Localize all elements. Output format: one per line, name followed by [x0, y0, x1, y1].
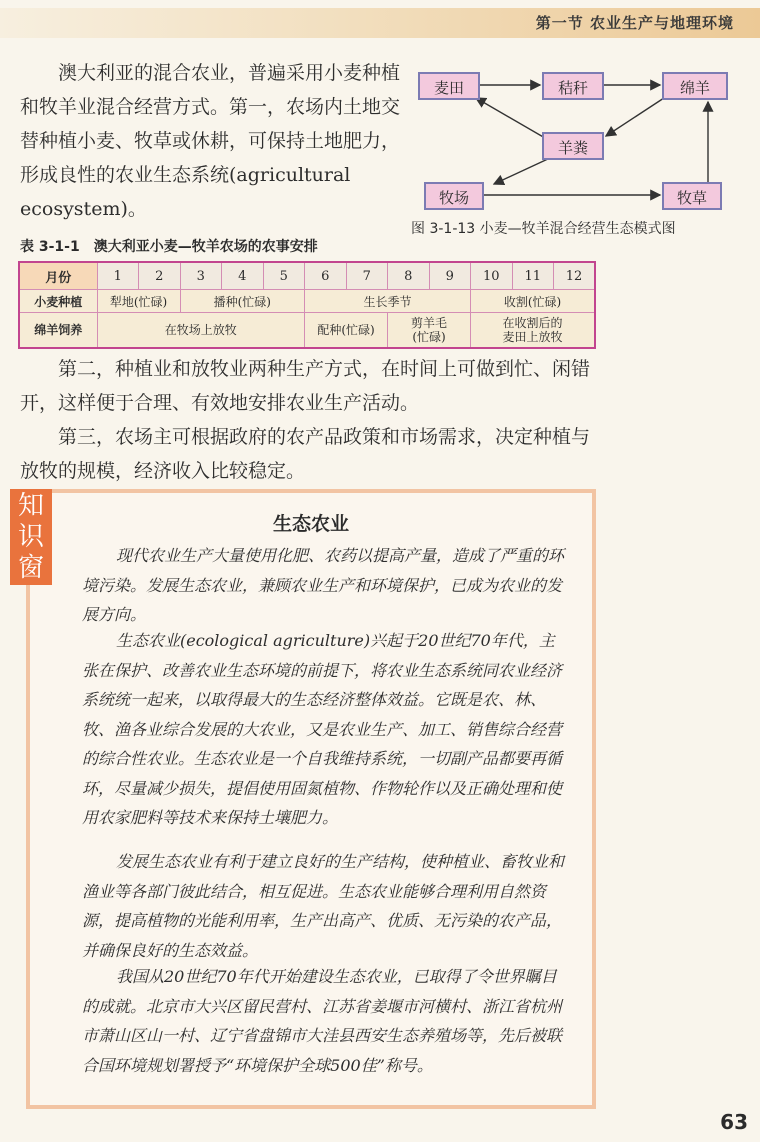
month-cell: 8 — [388, 262, 430, 290]
wheat-cell: 播种(忙碌) — [180, 290, 305, 313]
node-pasture: 牧场 — [424, 182, 484, 210]
node-wheat-field: 麦田 — [418, 72, 480, 100]
eco-model-diagram — [410, 60, 750, 220]
sheep-cell: 在牧场上放牧 — [97, 313, 305, 349]
month-cell: 6 — [305, 262, 347, 290]
knowledge-paragraph: 生态农业(ecological agriculture)兴起于20世纪70年代，主张在保护、改善农业生态环境的前提下，将农业生态系统同农业经济系统统一起来，以取得最大的生态经济整体效益。它既是农、林、牧、渔各业综合发展的大农业，又是农业生产、加工、销售综合经营的综合性农业。生态农业是一个自我维持系统，一切副产品都要再循环，尽量减少损失，提倡使用固氮植物、作物轮作以及正确处理和使用农家肥料等技术来保持土壤肥力。 — [82, 631, 563, 827]
table-row-months — [19, 262, 595, 290]
node-sheep: 绵羊 — [662, 72, 728, 100]
wheat-cell: 收割(忙碌) — [471, 290, 596, 313]
table-row-wheat — [19, 290, 595, 313]
page-number: 63 — [720, 1110, 748, 1134]
node-straw: 秸秆 — [542, 72, 604, 100]
knowledge-tab: 知识窗 — [10, 489, 52, 585]
table-caption-number: 表 3-1-1 — [20, 239, 80, 255]
month-cell: 1 — [97, 262, 139, 290]
month-label: 月份 — [19, 262, 97, 290]
month-cell: 7 — [346, 262, 388, 290]
paragraph-third: 第三，农场主可根据政府的农产品政策和市场需求，决定种植与放牧的规模，经济收入比较稳定。 — [20, 426, 591, 482]
month-cell: 12 — [554, 262, 596, 290]
sheep-cell: 剪羊毛 (忙碌) — [388, 313, 471, 349]
farm-schedule-table — [18, 261, 596, 349]
knowledge-paragraph: 现代农业生产大量使用化肥、农药以提高产量，造成了严重的环境污染。发展生态农业，兼顾农业生产和环境保护，已成为农业的发展方向。 — [82, 546, 565, 624]
month-cell: 5 — [263, 262, 305, 290]
sheep-label: 绵羊饲养 — [19, 313, 97, 349]
node-grass: 牧草 — [662, 182, 722, 210]
paragraph-mixed-farming: 澳大利亚的混合农业，普遍采用小麦种植和牧羊业混合经营方式。第一，农场内土地交替种植小麦、牧草或休耕，可保持土地肥力，形成良性的农业生态系统(agricultural ecosystem)。 — [20, 62, 401, 220]
wheat-cell: 犁地(忙碌) — [97, 290, 180, 313]
section-title: 第一节 农业生产与地理环境 — [535, 14, 734, 32]
month-cell: 10 — [471, 262, 513, 290]
wheat-cell: 生长季节 — [305, 290, 471, 313]
table-row-sheep — [19, 313, 595, 349]
sheep-cell: 在收割后的 麦田上放牧 — [471, 313, 596, 349]
month-cell: 4 — [222, 262, 264, 290]
table-caption — [20, 236, 318, 256]
sheep-cell: 配种(忙碌) — [305, 313, 388, 349]
node-manure: 羊粪 — [542, 132, 604, 160]
knowledge-title: 生态农业 — [272, 513, 349, 535]
paragraph-second: 第二，种植业和放牧业两种生产方式，在时间上可做到忙、闲错开，这样便于合理、有效地安排农业生产活动。 — [20, 358, 591, 414]
figure-caption: 图 3-1-13 小麦—牧羊混合经营生态模式图 — [411, 221, 676, 237]
knowledge-paragraph: 发展生态农业有利于建立良好的生产结构，使种植业、畜牧业和渔业等各部门彼此结合，相互促进。生态农业能够合理利用自然资源，提高植物的光能利用率，生产出高产、优质、无污染的农产品，并确保良好的生态效益。 — [82, 852, 565, 960]
arrow-manure-to-pasture — [494, 158, 550, 184]
table-caption-title: 澳大利亚小麦—牧羊农场的农事安排 — [93, 239, 318, 255]
knowledge-paragraph: 我国从20世纪70年代开始建设生态农业，已取得了令世界瞩目的成就。北京市大兴区留民营村、江苏省姜堰市河横村、浙江省杭州市萧山区山一村、辽宁省盘锦市大洼县西安生态养殖场等，先后被联合国环境规划署授予“环境保护全球500佳”称号。 — [82, 967, 563, 1075]
month-cell: 2 — [139, 262, 181, 290]
wheat-label: 小麦种植 — [19, 290, 97, 313]
month-cell: 11 — [512, 262, 554, 290]
arrow-sheep-to-manure — [606, 96, 667, 136]
month-cell: 9 — [429, 262, 471, 290]
arrow-manure-to-wheat — [476, 98, 545, 138]
month-cell: 3 — [180, 262, 222, 290]
